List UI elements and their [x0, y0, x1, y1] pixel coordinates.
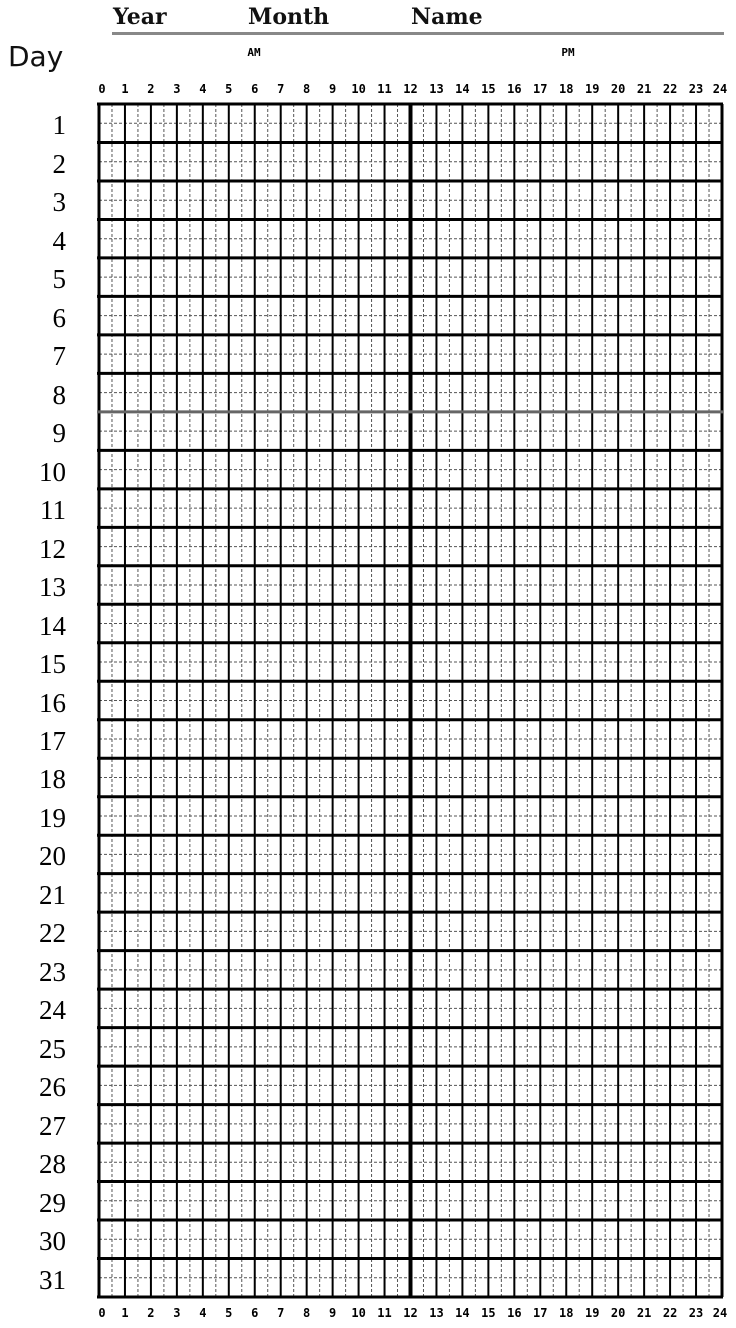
hour-label: 12 [403, 1306, 418, 1320]
hour-label: 5 [225, 1306, 233, 1320]
hour-label: 10 [351, 82, 366, 96]
hour-label: 6 [251, 1306, 259, 1320]
hour-label: 16 [507, 82, 522, 96]
day-label: 20 [39, 841, 66, 872]
day-label: 6 [52, 302, 66, 333]
day-label: 1 [52, 110, 66, 141]
hour-label: 22 [662, 82, 678, 96]
day-label: 2 [52, 148, 66, 179]
day-label: 25 [39, 1033, 66, 1064]
hour-label: 15 [481, 1306, 496, 1320]
hour-label: 19 [584, 82, 600, 96]
hour-label: 3 [173, 82, 181, 96]
hour-label: 19 [584, 1306, 600, 1320]
hour-label: 23 [688, 82, 704, 96]
hour-label: 13 [429, 82, 444, 96]
hour-label: 9 [329, 82, 337, 96]
day-label: 18 [39, 764, 66, 795]
hour-label: 7 [277, 1306, 285, 1320]
hour-label: 2 [147, 82, 155, 96]
day-label: 15 [39, 649, 66, 680]
hour-label: 8 [303, 1306, 311, 1320]
hour-label: 17 [533, 1306, 548, 1320]
hour-label: 15 [481, 82, 496, 96]
day-label: 22 [39, 918, 66, 949]
hour-label: 0 [98, 82, 106, 96]
hour-label: 17 [533, 82, 548, 96]
hour-label: 2 [147, 1306, 155, 1320]
hour-label: 3 [173, 1306, 181, 1320]
hour-label: 1 [121, 82, 129, 96]
hour-label: 12 [403, 82, 418, 96]
hour-label: 21 [636, 1306, 652, 1320]
day-label: 14 [39, 610, 66, 641]
hour-label: 14 [455, 82, 470, 96]
hour-label: 10 [351, 1306, 366, 1320]
hour-label: 24 [712, 1306, 728, 1320]
hour-label: 5 [225, 82, 233, 96]
day-label: 13 [39, 572, 66, 603]
hour-label: 11 [377, 1306, 392, 1320]
day-label: 4 [52, 225, 66, 256]
hour-label: 7 [277, 82, 285, 96]
hour-label: 24 [712, 82, 728, 96]
month-label: Month [248, 4, 330, 30]
day-label: 5 [52, 264, 66, 295]
hour-label: 20 [610, 1306, 626, 1320]
day-label: 31 [39, 1264, 66, 1295]
hour-label: 1 [121, 1306, 129, 1320]
hour-label: 0 [98, 1306, 106, 1320]
am-label: AM [247, 46, 261, 59]
day-label: 17 [39, 725, 66, 756]
day-label: 11 [40, 495, 66, 526]
pm-label: PM [561, 46, 575, 59]
day-label: 21 [39, 879, 66, 910]
hour-label: 4 [199, 82, 207, 96]
hour-label: 16 [507, 1306, 522, 1320]
day-label: 3 [52, 187, 66, 218]
hour-label: 18 [559, 82, 574, 96]
day-label: 8 [52, 379, 66, 410]
day-heading: Day [8, 40, 64, 73]
day-label: 26 [39, 1072, 66, 1103]
day-label: 12 [39, 533, 66, 564]
day-label: 19 [39, 802, 66, 833]
day-label: 9 [52, 418, 66, 449]
hour-label: 6 [251, 82, 259, 96]
hour-label: 21 [636, 82, 652, 96]
day-label: 24 [39, 995, 66, 1026]
hour-label: 9 [329, 1306, 337, 1320]
day-label: 7 [52, 341, 66, 372]
day-label: 29 [39, 1187, 66, 1218]
day-label: 23 [39, 956, 66, 987]
hour-label: 23 [688, 1306, 704, 1320]
hour-label: 18 [559, 1306, 574, 1320]
hour-label: 14 [455, 1306, 470, 1320]
hour-label: 4 [199, 1306, 207, 1320]
day-label: 10 [39, 456, 66, 487]
day-label: 30 [39, 1226, 66, 1257]
hour-label: 11 [377, 82, 392, 96]
hour-label: 13 [429, 1306, 444, 1320]
name-label: Name [411, 4, 483, 30]
hour-label: 8 [303, 82, 311, 96]
hour-label: 20 [610, 82, 626, 96]
year-label: Year [113, 4, 167, 30]
day-label: 27 [39, 1110, 66, 1141]
hour-label: 22 [662, 1306, 678, 1320]
day-label: 28 [39, 1149, 66, 1180]
day-label: 16 [39, 687, 66, 718]
